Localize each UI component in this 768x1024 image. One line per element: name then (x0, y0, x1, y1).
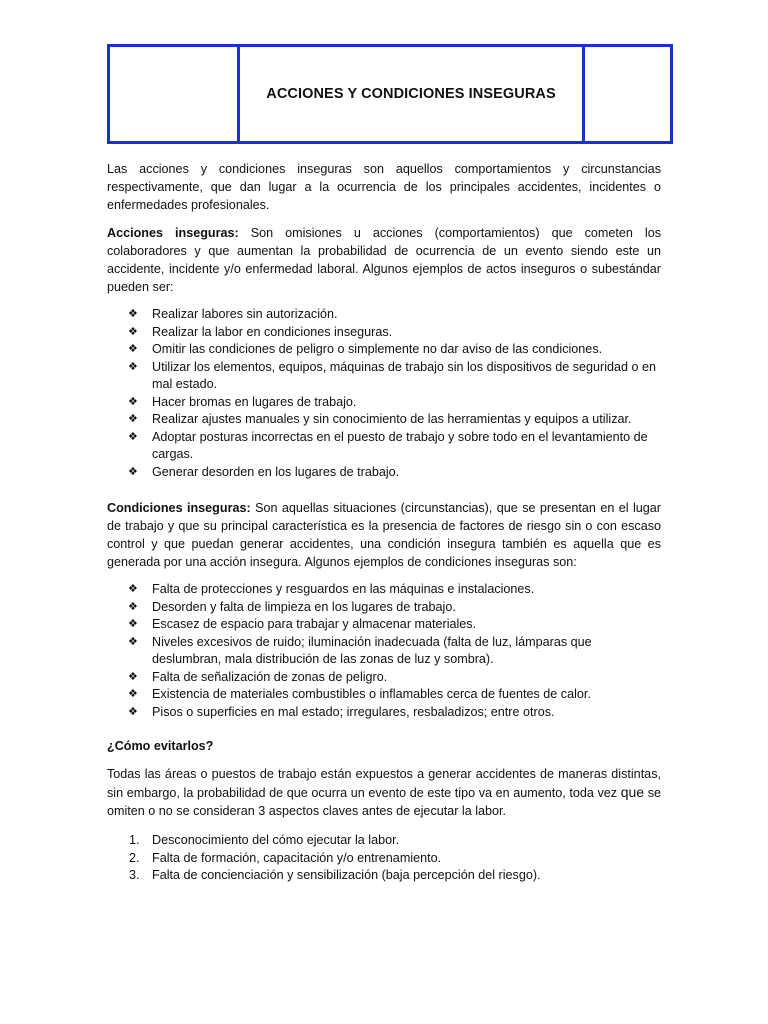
condiciones-text: Son aquellas situaciones (circunstancias), que se presentan en el lugar de trabajo y que su principal característica es la presencia de factores de riesgo sin o con escaso control y que puedan generar accidentes, una condición insegura también es aquella que es generada por una acción insegura. Algunos ejemplos de condiciones inseguras son: (107, 501, 662, 569)
list-item-text: Omitir las condiciones de peligro o simplemente no dar aviso de las condiciones. (152, 342, 603, 356)
diamond-bullet-icon: ❖ (128, 413, 138, 425)
diamond-bullet-icon: ❖ (128, 600, 138, 613)
list-item (107, 429, 661, 464)
item-text: Desconocimiento del cómo ejecutar la labor. (152, 833, 400, 847)
condiciones-list (107, 581, 661, 721)
list-item (107, 464, 661, 482)
intro-paragraph: Las acciones y condiciones inseguras son aquellos comportamientos y circunstancias respectivamente, que dan lugar a la ocurrencia de los principales accidentes, incidentes o enfermedades profesionales. (107, 162, 661, 212)
acciones-label: Acciones inseguras: (107, 226, 239, 240)
header-title-cell (240, 47, 582, 141)
numbered-item (107, 867, 661, 885)
evitar-list (107, 832, 661, 885)
list-item (107, 669, 661, 687)
numbered-item (107, 832, 661, 850)
document-body (107, 160, 661, 885)
item-number: 1. (129, 833, 140, 847)
list-item-text: Niveles excesivos de ruido; iluminación inadecuada (falta de luz, lámparas que deslumbran, mala distribución de las zonas de luz y sombra). (152, 634, 592, 666)
page-title: ACCIONES Y CONDICIONES INSEGURAS (266, 86, 556, 102)
list-item-text: Escasez de espacio para trabajar y almacenar materiales. (152, 617, 477, 631)
header-table (107, 44, 673, 144)
item-number: 2. (129, 850, 140, 865)
diamond-bullet-icon: ❖ (128, 688, 138, 700)
list-item (107, 394, 661, 412)
diamond-bullet-icon: ❖ (128, 618, 138, 630)
diamond-bullet-icon: ❖ (128, 308, 138, 320)
condiciones-label: Condiciones inseguras: (107, 501, 251, 515)
list-item-text: Adoptar posturas incorrectas en el puesto de trabajo y sobre todo en el levantamiento de cargas. (152, 429, 648, 461)
list-item-text: Falta de señalización de zonas de peligro. (152, 669, 388, 684)
diamond-bullet-icon: ❖ (128, 430, 138, 443)
list-item-text: Generar desorden en los lugares de trabajo. (152, 464, 400, 479)
list-item (107, 616, 661, 634)
header-right-cell (582, 47, 670, 141)
list-item-text: Existencia de materiales combustibles o inflamables cerca de fuentes de calor. (152, 687, 591, 701)
item-number: 3. (129, 868, 140, 882)
list-item-text: Hacer bromas en lugares de trabajo. (152, 394, 357, 409)
list-item-text: Realizar ajustes manuales y sin conocimiento de las herramientas y equipos a utilizar. (152, 412, 632, 426)
diamond-bullet-icon: ❖ (128, 583, 138, 595)
diamond-bullet-icon: ❖ (128, 395, 138, 408)
condiciones-paragraph (107, 499, 661, 571)
evitar-text-que: que (620, 784, 645, 800)
list-item-text: Pisos o superficies en mal estado; irregulares, resbaladizos; entre otros. (152, 704, 555, 719)
evitar-question: ¿Cómo evitarlos? (107, 739, 214, 753)
list-item (107, 341, 661, 359)
diamond-bullet-icon: ❖ (128, 465, 138, 478)
numbered-item (107, 850, 661, 868)
evitar-text-a: Todas las áreas o puestos de trabajo están expuestos a generar accidentes de maneras distintas, sin embargo, la probabilidad de que ocurra un evento de este tipo va en aumento, toda vez (107, 767, 661, 800)
list-item-text: Falta de protecciones y resguardos en las máquinas e instalaciones. (152, 582, 535, 596)
list-item (107, 411, 661, 429)
list-item-text: Realizar labores sin autorización. (152, 307, 338, 321)
list-item (107, 704, 661, 722)
list-item-text: Realizar la labor en condiciones inseguras. (152, 324, 393, 339)
evitar-text-b: se omiten o no se consideran 3 aspectos claves antes de ejecutar la labor. (107, 786, 661, 818)
list-item (107, 306, 661, 324)
list-item (107, 581, 661, 599)
header-left-cell (110, 47, 240, 141)
list-item (107, 359, 661, 394)
diamond-bullet-icon: ❖ (128, 635, 138, 648)
diamond-bullet-icon: ❖ (128, 705, 138, 718)
diamond-bullet-icon: ❖ (128, 360, 138, 373)
item-text: Falta de concienciación y sensibilización (baja percepción del riesgo). (152, 868, 541, 882)
acciones-paragraph (107, 224, 661, 296)
list-item-text: Desorden y falta de limpieza en los lugares de trabajo. (152, 599, 456, 614)
list-item (107, 634, 661, 669)
evitar-paragraph (107, 765, 661, 820)
item-text: Falta de formación, capacitación y/o entrenamiento. (152, 850, 442, 865)
list-item-text: Utilizar los elementos, equipos, máquinas de trabajo sin los dispositivos de seguridad o en mal estado. (152, 359, 657, 391)
diamond-bullet-icon: ❖ (128, 670, 138, 683)
list-item (107, 599, 661, 617)
acciones-list (107, 306, 661, 481)
diamond-bullet-icon: ❖ (128, 343, 138, 355)
acciones-text: Son omisiones u acciones (comportamientos) que cometen los colaboradores y que aumentan la probabilidad de ocurrencia de un evento siendo este un accidente, incidente y/o enfermedad laboral. Algunos ejemplos de actos inseguros o subestándar pueden ser: (107, 226, 661, 294)
diamond-bullet-icon: ❖ (128, 325, 138, 338)
list-item (107, 686, 661, 704)
list-item (107, 324, 661, 342)
